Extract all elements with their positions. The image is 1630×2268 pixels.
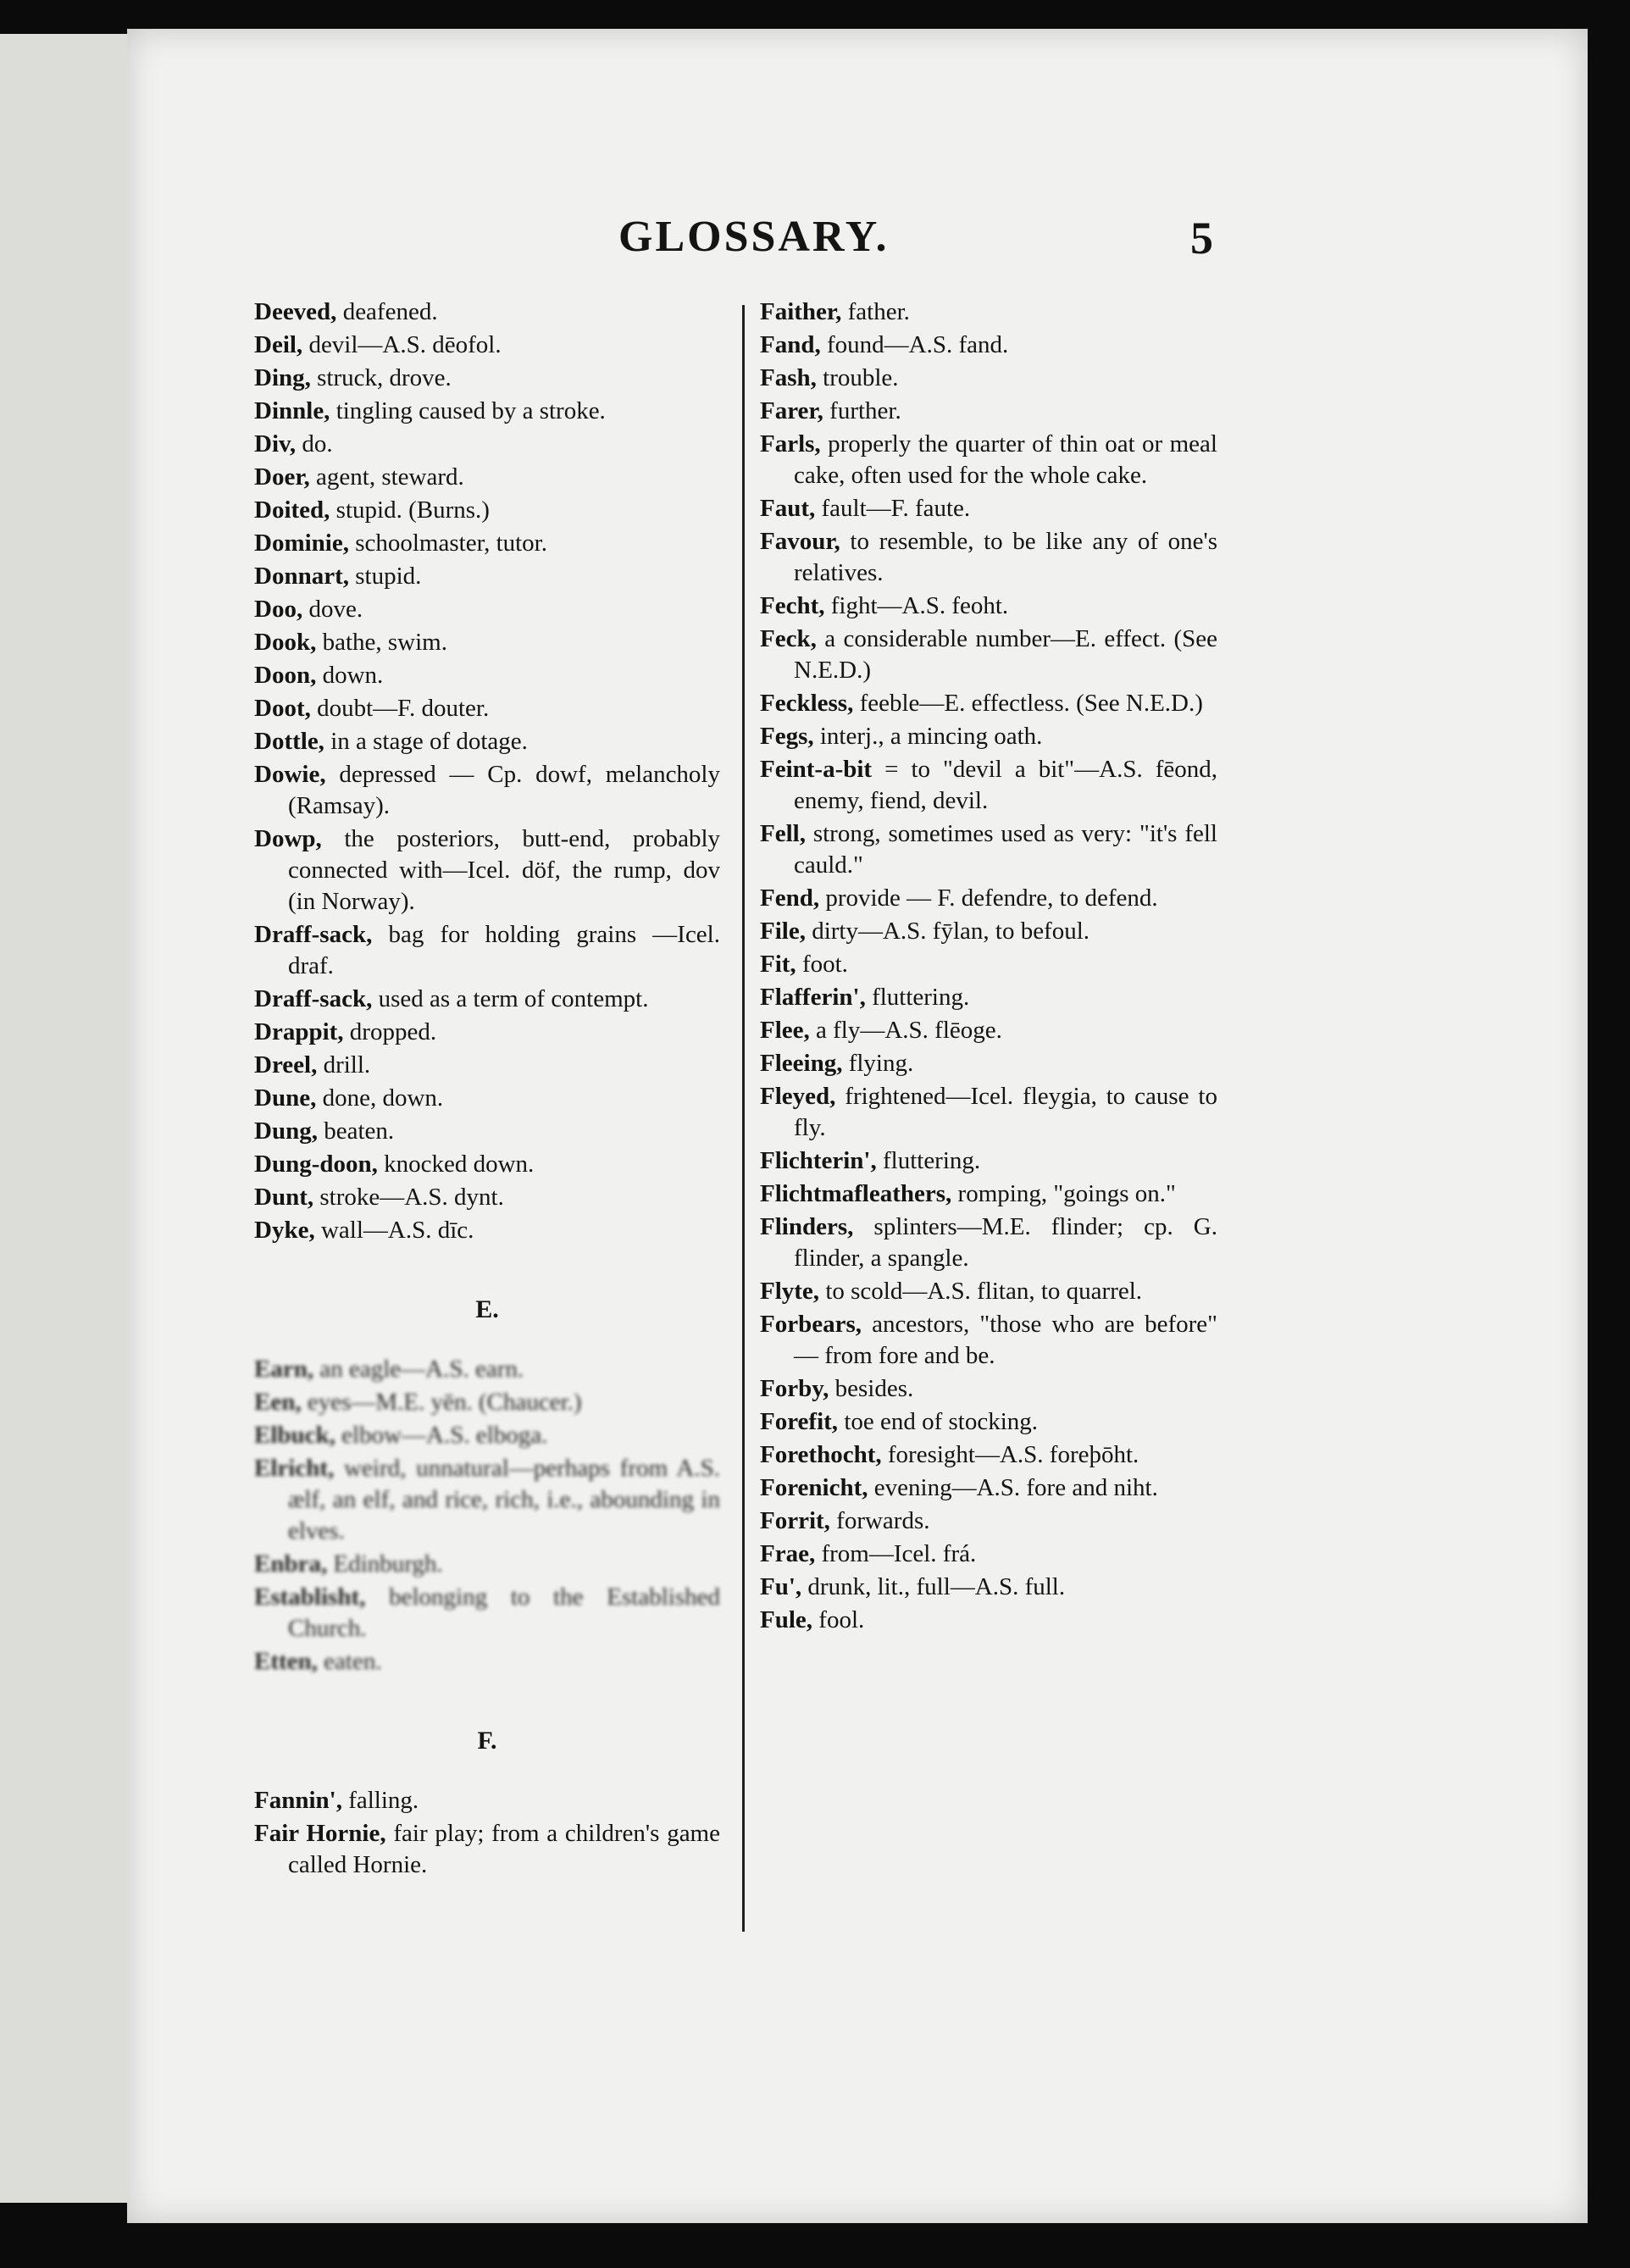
glossary-entry <box>254 627 720 658</box>
definition: stupid. (Burns.) <box>330 496 490 524</box>
definition: ancestors, "those who are before" — from fore and be. <box>794 1311 1217 1369</box>
glossary-entry <box>254 1116 720 1147</box>
glossary-entry <box>760 330 1217 361</box>
definition: wall—A.S. dīc. <box>314 1217 474 1244</box>
headword: Frae, <box>760 1540 816 1567</box>
definition: frightened—Icel. fleygia, to cause to fly. <box>794 1083 1217 1141</box>
headword: Forethocht, <box>760 1441 882 1468</box>
headword: Een, <box>254 1389 302 1416</box>
glossary-entry <box>760 754 1217 817</box>
headword: Enbra, <box>254 1550 328 1578</box>
headword: Deil, <box>254 331 303 358</box>
definition: flying. <box>842 1050 914 1077</box>
definition: foresight—A.S. foreþōht. <box>881 1441 1139 1468</box>
headword: Faither, <box>760 298 842 325</box>
glossary-entry <box>760 721 1217 752</box>
headword: Dunt, <box>254 1184 314 1211</box>
definition: from—Icel. frá. <box>815 1540 977 1567</box>
definition: father. <box>841 298 910 325</box>
glossary-entry <box>254 1182 720 1213</box>
glossary-entry <box>760 624 1217 686</box>
section-heading-e: E. <box>475 1295 499 1323</box>
glossary-entry <box>760 1373 1217 1405</box>
glossary-entry <box>760 982 1217 1013</box>
glossary-entry <box>254 693 720 724</box>
definition: provide — F. defendre, to defend. <box>819 884 1158 912</box>
glossary-entry <box>760 297 1217 328</box>
definition: fool. <box>812 1606 865 1633</box>
glossary-entry <box>760 1472 1217 1504</box>
glossary-entry <box>254 726 720 757</box>
headword: Donnart, <box>254 563 349 590</box>
headword: Fecht, <box>760 592 825 619</box>
headword: Dinnle, <box>254 397 330 424</box>
definition: schoolmaster, tutor. <box>348 530 547 557</box>
headword: Fule, <box>760 1606 813 1633</box>
previous-page-edge <box>0 34 130 2203</box>
definition: the posteriors, butt-end, probably connected with—Icel. döf, the rump, dov (in Norway). <box>288 825 720 915</box>
definition: found—A.S. fand. <box>820 331 1009 358</box>
headword: Doited, <box>254 496 330 524</box>
headword: Draff-sack, <box>254 921 373 948</box>
glossary-entry <box>760 493 1217 524</box>
glossary-entry <box>760 1081 1217 1144</box>
definition: eaten. <box>317 1648 382 1675</box>
headword: Fell, <box>760 820 806 847</box>
definition: strong, sometimes used as very: "it's fell cauld." <box>794 820 1217 879</box>
headword: Doot, <box>254 695 311 722</box>
definition: feeble—E. effectless. (See N.E.D.) <box>853 690 1203 717</box>
headword: Doo, <box>254 596 303 623</box>
glossary-entry <box>760 363 1217 394</box>
headword: Elbuck, <box>254 1422 335 1449</box>
entries-d <box>254 297 720 1246</box>
definition: struck, drove. <box>310 364 452 391</box>
glossary-entry <box>254 363 720 394</box>
glossary-entry <box>254 1646 720 1677</box>
glossary-entry <box>254 919 720 982</box>
glossary-entry <box>760 1439 1217 1471</box>
headword: Ding, <box>254 364 311 391</box>
definition: eyes—M.E. yēn. (Chaucer.) <box>301 1389 582 1416</box>
glossary-entry <box>254 660 720 691</box>
headword: Flichtmafleathers, <box>760 1180 952 1207</box>
glossary-entry <box>760 1145 1217 1177</box>
glossary-entry <box>254 1354 720 1385</box>
definition: a considerable number—E. effect. (See N.E.D.) <box>794 625 1217 684</box>
definition: forwards. <box>829 1507 930 1534</box>
headword: Flee, <box>760 1017 810 1044</box>
page-title: GLOSSARY. <box>618 213 890 261</box>
headword: Deeved, <box>254 298 337 325</box>
definition: fluttering. <box>876 1147 981 1174</box>
definition: romping, "goings on." <box>951 1180 1176 1207</box>
definition: belonging to the Established Church. <box>288 1583 720 1642</box>
glossary-entry <box>760 688 1217 719</box>
definition: elbow—A.S. elboga. <box>335 1422 548 1449</box>
definition: fight—A.S. feoht. <box>824 592 1009 619</box>
headword: Fit, <box>760 951 796 978</box>
entries-f <box>254 1785 720 1881</box>
definition: further. <box>823 397 901 424</box>
glossary-entry <box>254 1453 720 1547</box>
headword: Dreel, <box>254 1051 318 1079</box>
section-heading-f: F. <box>477 1727 497 1755</box>
headword: Dung, <box>254 1117 318 1145</box>
definition: tingling caused by a stroke. <box>330 397 606 424</box>
definition: interj., a mincing oath. <box>813 723 1043 750</box>
glossary-entry <box>760 1539 1217 1570</box>
definition: dove. <box>302 596 363 623</box>
headword: Dowie, <box>254 761 326 788</box>
glossary-entry <box>254 759 720 822</box>
definition: to scold—A.S. flitan, to quarrel. <box>819 1278 1143 1305</box>
headword: Establisht, <box>254 1583 366 1611</box>
glossary-entry <box>760 1572 1217 1603</box>
definition: dropped. <box>343 1018 437 1045</box>
glossary-entry <box>254 823 720 918</box>
definition: stupid. <box>348 563 422 590</box>
headword: Dyke, <box>254 1217 315 1244</box>
definition: evening—A.S. fore and niht. <box>868 1474 1158 1501</box>
definition: doubt—F. douter. <box>310 695 490 722</box>
glossary-entry <box>254 1785 720 1816</box>
headword: Feint-a-bit <box>760 756 873 783</box>
headword: Forbears, <box>760 1311 862 1338</box>
headword: Fand, <box>760 331 821 358</box>
definition: = to "devil a bit"—A.S. fēond, enemy, fiend, devil. <box>794 756 1217 814</box>
glossary-entry <box>760 1276 1217 1307</box>
headword: Fu', <box>760 1573 802 1600</box>
definition: foot. <box>796 951 848 978</box>
headword: Farls, <box>760 430 821 457</box>
glossary-entry <box>254 330 720 361</box>
definition: stroke—A.S. dynt. <box>313 1184 504 1211</box>
definition: weird, unnatural—perhaps from A.S. ælf, an elf, and rice, rich, i.e., abounding in elves. <box>288 1455 720 1544</box>
glossary-entry <box>760 949 1217 980</box>
glossary-entry <box>254 1215 720 1246</box>
glossary-entry <box>254 462 720 493</box>
definition: in a stage of dotage. <box>324 728 528 755</box>
headword: Etten, <box>254 1648 318 1675</box>
headword: Dook, <box>254 629 317 656</box>
headword: Favour, <box>760 528 840 555</box>
glossary-entry <box>254 1818 720 1881</box>
glossary-entry <box>760 883 1217 914</box>
definition: bathe, swim. <box>316 629 447 656</box>
glossary-entry <box>254 1549 720 1580</box>
definition: drunk, lit., full—A.S. full. <box>801 1573 1066 1600</box>
glossary-entry <box>760 1309 1217 1372</box>
definition: agent, steward. <box>309 463 464 491</box>
headword: Fleyed, <box>760 1083 836 1110</box>
glossary-entry <box>254 495 720 526</box>
entries-f-continued <box>760 297 1217 1636</box>
headword: File, <box>760 918 806 945</box>
glossary-entry <box>760 1605 1217 1636</box>
headword: Dung-doon, <box>254 1151 378 1178</box>
headword: Earn, <box>254 1356 314 1383</box>
headword: Forby, <box>760 1375 829 1402</box>
glossary-entry <box>760 1015 1217 1046</box>
headword: Flafferin', <box>760 984 866 1011</box>
definition: knocked down. <box>377 1151 535 1178</box>
definition: toe end of stocking. <box>838 1408 1039 1435</box>
definition: besides. <box>829 1375 914 1402</box>
definition: depressed — Cp. dowf, melancholy (Ramsay). <box>288 761 720 819</box>
glossary-entry <box>760 429 1217 491</box>
glossary-entry <box>254 396 720 427</box>
headword: Dottle, <box>254 728 324 755</box>
headword: Forefit, <box>760 1408 839 1435</box>
definition: drill. <box>317 1051 371 1079</box>
headword: Drappit, <box>254 1018 344 1045</box>
glossary-entry <box>254 429 720 460</box>
glossary-entry <box>254 297 720 328</box>
glossary-entry <box>254 1083 720 1114</box>
headword: Faut, <box>760 495 816 522</box>
definition: used as a term of contempt. <box>372 985 649 1012</box>
headword: Feckless, <box>760 690 854 717</box>
definition: splinters—M.E. flinder; cp. G. flinder, a spangle. <box>794 1213 1217 1272</box>
headword: Fend, <box>760 884 820 912</box>
column-divider <box>742 305 745 1932</box>
definition: trouble. <box>816 364 899 391</box>
headword: Div, <box>254 430 297 457</box>
page-number: 5 <box>1190 213 1213 263</box>
glossary-entry <box>254 1050 720 1081</box>
glossary-entry <box>254 1149 720 1180</box>
right-column <box>760 297 1217 1638</box>
left-column <box>254 297 720 1883</box>
glossary-entry <box>760 1178 1217 1210</box>
glossary-entry <box>760 396 1217 427</box>
glossary-entry <box>254 984 720 1015</box>
glossary-entry <box>760 916 1217 947</box>
definition: to resemble, to be like any of one's relatives. <box>794 528 1217 586</box>
headword: Dominie, <box>254 530 349 557</box>
glossary-entry <box>254 528 720 559</box>
headword: Elricht, <box>254 1455 335 1482</box>
definition: devil—A.S. dēofol. <box>302 331 502 358</box>
glossary-entry <box>254 1017 720 1048</box>
glossary-entry <box>760 1406 1217 1438</box>
headword: Doer, <box>254 463 310 491</box>
headword: Feck, <box>760 625 817 652</box>
headword: Dowp, <box>254 825 322 852</box>
definition: an eagle—A.S. earn. <box>313 1356 524 1383</box>
headword: Forrit, <box>760 1507 830 1534</box>
glossary-entry <box>254 594 720 625</box>
headword: Fair Hornie, <box>254 1820 386 1847</box>
glossary-entry <box>760 1212 1217 1274</box>
definition: dirty—A.S. fȳlan, to befoul. <box>805 918 1090 945</box>
glossary-entry <box>760 818 1217 881</box>
glossary-entry <box>254 1420 720 1451</box>
definition: deafened. <box>336 298 438 325</box>
definition: done, down. <box>316 1084 444 1112</box>
headword: Flichterin', <box>760 1147 877 1174</box>
glossary-entry <box>760 1506 1217 1537</box>
glossary-entry <box>760 526 1217 589</box>
glossary-entry <box>254 1582 720 1644</box>
headword: Fash, <box>760 364 817 391</box>
glossary-entry <box>254 561 720 592</box>
definition: properly the quarter of thin oat or meal cake, often used for the whole cake. <box>794 430 1217 489</box>
definition: fluttering. <box>865 984 970 1011</box>
headword: Flyte, <box>760 1278 820 1305</box>
definition: a fly—A.S. flēoge. <box>809 1017 1002 1044</box>
definition: Edinburgh. <box>327 1550 443 1578</box>
headword: Fannin', <box>254 1787 342 1814</box>
headword: Doon, <box>254 662 317 689</box>
headword: Draff-sack, <box>254 985 373 1012</box>
definition: falling. <box>341 1787 419 1814</box>
glossary-entry <box>760 1048 1217 1079</box>
glossary-entry <box>760 591 1217 622</box>
headword: Flinders, <box>760 1213 854 1240</box>
definition: bag for holding grains —Icel. draf. <box>288 921 720 979</box>
headword: Farer, <box>760 397 823 424</box>
entries-e <box>254 1354 720 1677</box>
definition: down. <box>316 662 384 689</box>
definition: beaten. <box>317 1117 395 1145</box>
definition: do. <box>296 430 333 457</box>
definition: fair play; from a children's game called Hornie. <box>288 1820 720 1878</box>
glossary-entry <box>254 1387 720 1418</box>
headword: Fleeing, <box>760 1050 843 1077</box>
headword: Dune, <box>254 1084 317 1112</box>
headword: Forenicht, <box>760 1474 868 1501</box>
headword: Fegs, <box>760 723 814 750</box>
definition: fault—F. faute. <box>815 495 971 522</box>
